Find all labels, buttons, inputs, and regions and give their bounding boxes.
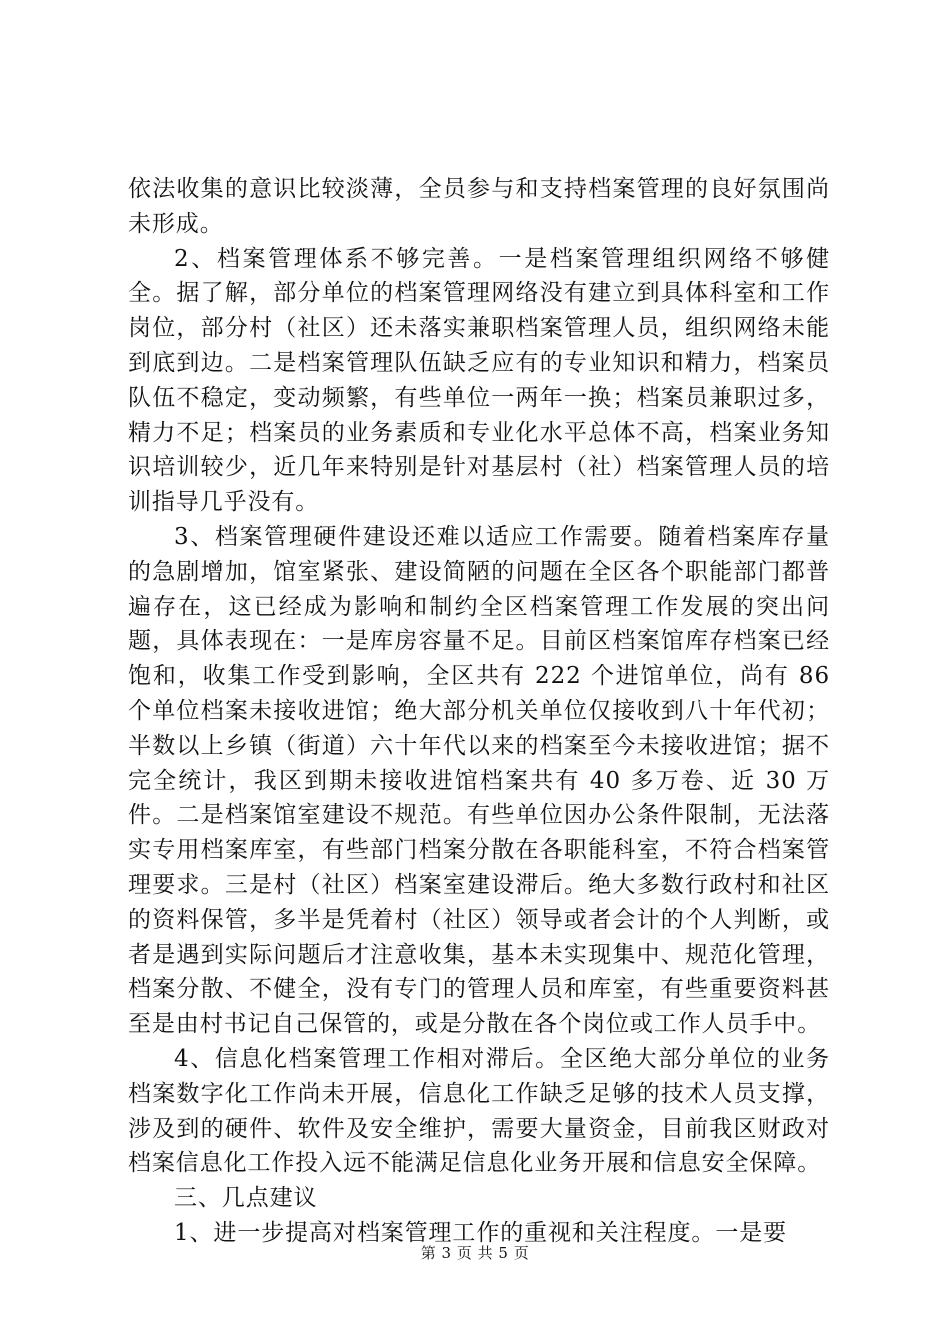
document-body <box>128 172 830 1251</box>
paragraph-archive-system: 2、档案管理体系不够完善。一是档案管理组织网络不够健全。据了解，部分单位的档案管理网络没有建立到具体科室和工作岗位，部分村（社区）还未落实兼职档案管理人员，组织网络未能到底到边。二是档案管理队伍缺乏应有的专业知识和精力，档案员队伍不稳定，变动频繁，有些单位一两年一换；档案员兼职过多，精力不足；档案员的业务素质和专业化水平总体不高，档案业务知识培训较少，近几年来特别是针对基层村（社）档案管理人员的培训指导几乎没有。 <box>128 245 830 516</box>
paragraph-hardware: 3、档案管理硬件建设还难以适应工作需要。随着档案库存量的急剧增加，馆室紧张、建设简陋的问题在全区各个职能部门都普遍存在，这已经成为影响和制约全区档案管理工作发展的突出问题，具体表现在：一是库房容量不足。目前区档案馆库存档案已经饱和，收集工作受到影响，全区共有 222 个进馆单位，尚有 86 个单位档案未接收进馆；绝大部分机关单位仅接收到八十年代初；半数以上乡镇（街道）六十年代以来的档案至今未接收进馆；据不完全统计，我区到期未接收进馆档案共有 40 多万卷、近 30 万件。二是档案馆室建设不规范。有些单位因办公条件限制，无法落实专用档案库室，有些部门档案分散在各职能科室，不符合档案管理要求。三是村（社区）档案室建设滞后。绝大多数行政村和社区的资料保管，多半是凭着村（社区）领导或者会计的个人判断，或者是遇到实际问题后才注意收集，基本未实现集中、规范化管理，档案分散、不健全，没有专门的管理人员和库室，有些重要资料甚至是由村书记自己保管的，或是分散在各个岗位或工作人员手中。 <box>128 523 830 1038</box>
paragraph-continuation: 依法收集的意识比较淡薄，全员参与和支持档案管理的良好氛围尚未形成。 <box>128 176 830 237</box>
page-footer: 第 3 页 共 5 页 <box>420 1244 530 1262</box>
paragraph-informatization: 4、信息化档案管理工作相对滞后。全区绝大部分单位的业务档案数字化工作尚未开展，信息化工作缺乏足够的技术人员支撑，涉及到的硬件、软件及安全维护，需要大量资金，目前我区财政对档案信息化工作投入远不能满足信息化业务开展和信息安全保障。 <box>128 1045 830 1177</box>
paragraph-suggestion-1: 1、进一步提高对档案管理工作的重视和关注程度。一是要 <box>174 1219 788 1246</box>
section-heading-suggestions: 三、几点建议 <box>174 1185 318 1212</box>
